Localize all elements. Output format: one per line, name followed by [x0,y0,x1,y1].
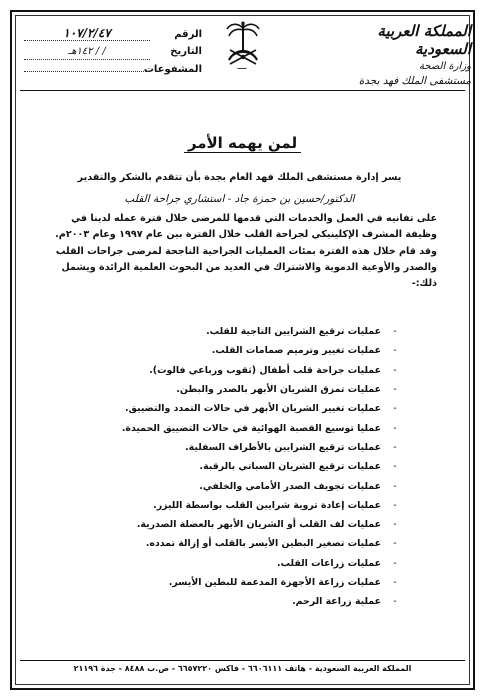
list-bullet: - [393,557,397,569]
list-item [60,496,409,515]
paragraph-service: على تفانيه في العمل والخدمات التي قدمها للمرضى خلال فترة عمله لدينا في وظيفة المشرف الإكلينيكي لجراحة القلب خلال الفترة بين عام ١٩٩٧ وعام ٢٠٠٣م. [55,213,437,240]
letter-title-text: لمن يهمه الأمر [184,134,301,153]
operation-text: عمليات تجويف الصدر الأمامي والخلفي. [199,480,381,492]
list-item [60,399,409,418]
list-bullet: - [393,403,397,415]
ref-value-date: / / ١٤٢هـ [24,45,150,60]
operation-text: عمليات تصغير البطين الأيسر بالقلب أو إزالة تمدده. [145,538,381,550]
reference-block [24,26,202,83]
list-bullet: - [393,480,397,492]
letterhead-org [321,22,471,88]
list-bullet: - [393,384,397,396]
list-item [60,361,409,380]
operation-text: عمليات جراحة قلب أطفال (ثقوب ورباعي فالوت). [149,364,381,376]
paragraph-operations: وقد قام خلال هذه الفترة بمئات العمليات الجراحية الناجحة لمرضى جراحات القلب والصدر والأوعية الدموية والاشتراك في العديد من البحوث العلمية الرائدة ويشمل ذلك:- [55,246,437,289]
operation-text: عمليات إعادة تروية شرايين القلب بواسطة الليزر. [153,499,381,511]
operation-text: عمليات تغيير وترميم صمامات القلب. [211,345,381,357]
list-item [60,554,409,573]
operation-text: عمليات تمزق الشريان الأبهر بالصدر والبطن. [176,384,381,396]
list-item [60,438,409,457]
list-bullet: - [393,326,397,338]
list-bullet: - [393,422,397,434]
operation-text: عمليات زراعة الأجهزة المدعمة للبطين الأيسر. [168,577,381,588]
list-bullet: - [393,499,397,511]
list-item [60,515,409,534]
ref-row-number [24,26,202,45]
ref-row-date [24,45,202,64]
letter-title [0,134,485,152]
list-bullet: - [393,577,397,588]
logo-caption-mark: ━━━ [237,66,247,72]
header-rule [20,90,465,91]
operation-text: عمليات لف القلب أو الشريان الأبهر بالعضلة الصدرية. [136,519,381,531]
list-bullet: - [393,519,397,531]
operation-text: عمليات ترقيع الشريان السباتي بالرقبة. [199,461,381,473]
footer-rule [20,660,465,661]
operation-text: عمليا توسيع القصبة الهوائية في حالات التضييق الحميدة. [121,422,381,434]
list-bullet: - [393,461,397,473]
list-bullet: - [393,441,397,453]
list-item [60,341,409,360]
list-item [60,322,409,341]
operations-list [60,322,409,611]
ref-value-number: ١٠٧/٢/٤٧ [24,26,150,41]
operation-text: عمليات ترقيع الشرايين التاجية للقلب. [206,326,381,338]
ref-label-number: الرقم [174,29,202,40]
ref-label-attachments: المشفوعات [143,64,202,75]
ref-label-date: التاريخ [170,46,202,57]
footer-contact: المملكة العربية السعودية - هاتف ٦٦٠٦١١١ - فاكس ٦٦٥٧٢٢٠ - ص.ب ٨٤٨٨ - جدة ٢١١٩٦ [73,664,412,673]
doctor-name: الدكتور/حسين بن حمزة جاد - استشاري جراحة القلب [124,193,355,205]
list-bullet: - [393,596,397,608]
kingdom-name: المملكة العربية السعودية [377,22,471,58]
list-bullet: - [393,345,397,357]
ministry-name: وزارة الصحة [419,61,471,72]
list-bullet: - [393,538,397,550]
list-item [60,476,409,495]
list-item [60,457,409,476]
list-item [60,592,409,611]
hospital-name: مستشفى الملك فهد بجدة [358,75,471,87]
list-item [60,573,409,592]
operation-text: عمليات ترقيع الشرايين بالأطراف السفلية. [185,441,381,453]
palm-swords-emblem-icon [222,20,264,72]
list-item [60,418,409,437]
list-item [60,534,409,553]
list-bullet: - [393,364,397,376]
letter-intro: يسر إدارة مستشفى الملك فهد العام بجدة بأن تتقدم بالشكر والتقدير [77,172,402,183]
ref-value-attachments [24,71,150,72]
operation-text: عمليات تغيير الشريان الأبهر في حالات التمدد والتضييق. [125,403,381,415]
operation-text: عملية زراعة الرحم. [292,596,381,608]
ref-row-attachments [24,64,202,83]
operation-text: عمليات زراعات القلب. [277,557,381,569]
list-item [60,380,409,399]
